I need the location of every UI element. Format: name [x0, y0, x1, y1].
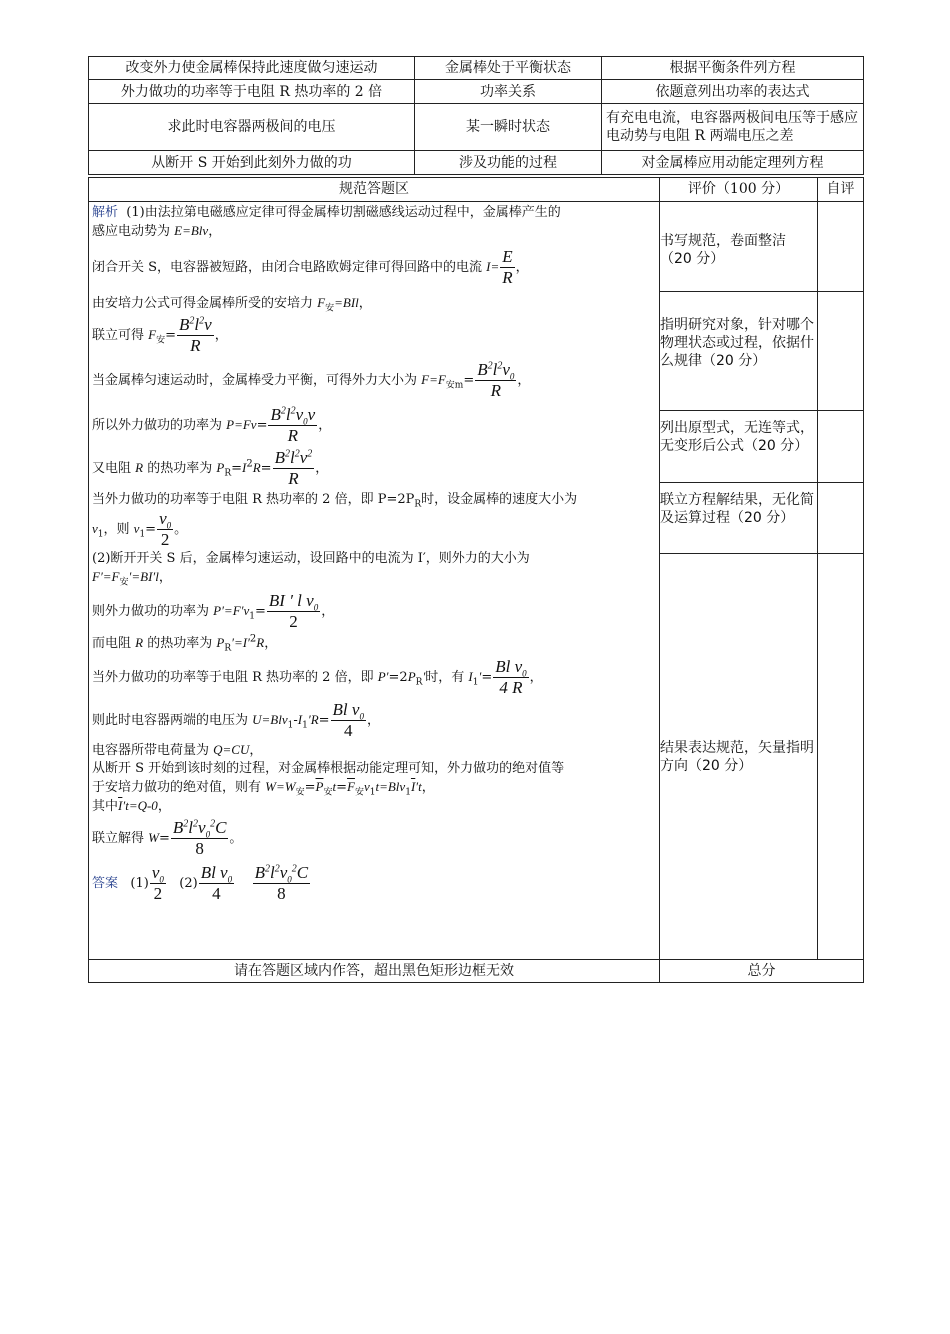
fraction: $\frac{B^2l^2v_0^2C}{8}$ [254, 863, 309, 903]
self-eval-header: 自评 [818, 178, 864, 202]
analysis-cell: 功率关系 [415, 80, 602, 104]
total-score-label: 总分 [660, 960, 864, 983]
solution-line: 联立可得 [92, 328, 149, 343]
solution-line: 时，设金属棒的速度大小为 [421, 492, 578, 507]
table-row [89, 104, 864, 151]
solution-line: 其中 [92, 799, 119, 814]
solution-line: 时，有 [425, 670, 469, 685]
punct: ， [249, 743, 263, 758]
analysis-cell: 改变外力使金属棒保持此速度做匀速运动 [89, 57, 415, 80]
analysis-cell: 对金属棒应用动能定理列方程 [602, 151, 864, 175]
solution-line: 由安培力公式可得金属棒所受的安培力 [92, 296, 318, 311]
solution-line: 的热功率为 [143, 461, 217, 476]
self-eval-cell[interactable] [818, 411, 864, 483]
solution-line: 从断开 S 开始到该时刻的过程，对金属棒根据动能定理可知，外力做功的绝对值等 [92, 761, 565, 776]
solution-line: 又电阻 [92, 461, 136, 476]
table-row [89, 80, 864, 104]
solution-line: (1)由法拉第电磁感应定律可得金属棒切割磁感线运动过程中，金属棒产生的 [126, 205, 561, 220]
formula: ′=BI′l [128, 569, 159, 584]
analysis-tag: 解析 [92, 205, 119, 220]
fraction: $\frac{v_0}{2}$ [159, 509, 172, 549]
analysis-cell: 依题意列出功率的表达式 [602, 80, 864, 104]
fraction: $\frac{B^2l^2v}{R}$ [179, 315, 212, 355]
solution-line: 当金属棒匀速运动时，金属棒受力平衡，可得外力大小为 [92, 373, 422, 388]
answer-table [88, 177, 864, 983]
analysis-cell: 某一瞬时状态 [415, 104, 602, 151]
answer-tag: 答案 [92, 876, 119, 891]
analysis-cell: 有充电电流，电容器两极间电压等于感应电动势与电阻 R 两端电压之差 [602, 104, 864, 151]
self-eval-cell[interactable] [818, 292, 864, 411]
solution-line: 电容器所带电荷量为 [92, 743, 214, 758]
punct: ， [208, 224, 222, 239]
formula: t=Q-0 [125, 798, 158, 813]
footer-note: 请在答题区域内作答，超出黑色矩形边框无效 [89, 960, 660, 983]
solution-line: 的热功率为 [143, 636, 217, 651]
fraction: $\frac{BI ' l v_0}{2}$ [268, 591, 319, 631]
analysis-cell: 金属棒处于平衡状态 [415, 57, 602, 80]
formula: F′=F [92, 569, 120, 584]
evaluation-item: 列出原型式，无连等式，无变形后公式（20 分） [660, 411, 818, 483]
fraction: $\frac{Bl v_0}{4 R}$ [495, 657, 527, 697]
fraction: $\frac{v_0}{2}$ [151, 863, 164, 903]
solution-line: 感应电动势为 [92, 224, 175, 239]
table-row [89, 57, 864, 80]
analysis-cell: 外力做功的功率等于电阻 R 热功率的 2 倍 [89, 80, 415, 104]
self-eval-cell[interactable] [818, 202, 864, 292]
analysis-cell: 涉及功能的过程 [415, 151, 602, 175]
table-row [89, 151, 864, 175]
solution-line: ，则 [103, 522, 134, 537]
evaluation-item: 结果表达规范，矢量指明方向（20 分） [660, 554, 818, 960]
evaluation-item: 指明研究对象，针对哪个物理状态或过程，依据什么规律（20 分） [660, 292, 818, 411]
solution-line: 则此时电容器两端的电压为 [92, 713, 253, 728]
solution-line: 则外力做功的功率为 [92, 604, 214, 619]
solution-cell [89, 202, 660, 960]
analysis-cell: 求此时电容器两极间的电压 [89, 104, 415, 151]
fraction: $\frac{E}{R}$ [502, 247, 513, 287]
formula: E=Blv [174, 223, 209, 238]
evaluation-item: 联立方程解结果，无化简及运算过程（20 分） [660, 483, 818, 554]
fraction: $\frac{Bl v_0}{4}$ [332, 700, 364, 740]
analysis-cell: 根据平衡条件列方程 [602, 57, 864, 80]
self-eval-cell[interactable] [818, 483, 864, 554]
solution-line: 闭合开关 S，电容器被短路，由闭合电路欧姆定律可得回路中的电流 [92, 260, 487, 275]
solution-line: 而电阻 [92, 636, 136, 651]
evaluation-header: 评价（100 分） [660, 178, 818, 202]
solution-body: 解析 (1)由法拉第电磁感应定律可得金属棒切割磁感线运动过程中，金属棒产生的 感应电动势为 E=Blv， 闭合开关 S，电容器被短路，由闭合电路欧姆定律可得回路中的电流 I= $\frac{E}{R}$ ， 由安培力公式可得金属棒所受的安培力 $F_安=BIl$， 联立可得 $F_安=$ $\frac{B^2l^2v}{R}$ ， 当金属棒匀速运动时，金属棒受力平衡，可得外力大小为 $F=F_{安m}=$ $\frac{B^2l^2v_0}{R}$ ， 所以外力做功的功率为 P=Fv= $\frac{B^2l^2v_0v}{R}$ ， 又电阻 R 的热功率为 $P_R=I^2R=$ $\frac{B^2l^2v^2}{R}$ ， 当外力做功的功率等于电阻 R 热功率的 2 倍，即 $P=2P_R$时，设金属棒的速度大小为 $v_1$，则 $v_1=$ $\frac{v_0}{2}$ 。 (2)断开开关 S 后，金属棒匀速运动，设回路中的电流为 I′，则外力的大小为 $F'=F_安'=BI'l$， 则外力做功的功率为 $P'=F'v_1=$ $\frac{BI ' l v_0}{2}$ ， 而电阻 R 的热功率为 $P_R'=I'^2R$， 当外力做功的功率等于电阻 R 热功率的 2 倍，即 $P'=2P_R'$时，有 $I_1'=$ $\frac{Bl v_0}{4 R}$ ， 则此时电容器两端的电压为 $U=Blv_1-I_1'R=$ $\frac{Bl v_0}{4}$ ， 电容器所带电荷量为 Q=CU， 从断开 S 开始到该时刻的过程，对金属棒根据动能定理可知，外力做功的绝对值等 于安培力做功的绝对值，则有 $W=W_安=\overline{P}_安t=\overline{F}_安v_1t=Blv_1\overline{I}'t$， 其中$\overline{I}'t=Q-0$， 联立解得 W= $\frac{B^2l^2v_0^2C}{8}$ 。 答案 (1) $\frac{v_0}{2}$ (2) $\frac{Bl v_0}{4}$ $\frac{B^2l^2v_0^2C}{8}$ [92, 205, 578, 903]
formula: =BIl [334, 295, 359, 310]
solution-line: 当外力做功的功率等于电阻 R 热功率的 2 倍，即 P=2P [92, 492, 415, 507]
fraction: $\frac{Bl v_0}{4}$ [200, 863, 233, 903]
fraction: $\frac{B^2l^2v_0v}{R}$ [270, 405, 316, 445]
solution-line: 所以外力做功的功率为 [92, 418, 227, 433]
self-eval-cell[interactable] [818, 554, 864, 960]
formula: I= [486, 259, 500, 274]
answer-area-header: 规范答题区 [89, 178, 660, 202]
analysis-cell: 从断开 S 开始到此刻外力做的功 [89, 151, 415, 175]
punct: ， [157, 799, 171, 814]
fraction: $\frac{B^2l^2v_0}{R}$ [477, 360, 515, 400]
solution-line: (2)断开开关 S 后，金属棒匀速运动，设回路中的电流为 I′，则外力的大小为 [92, 551, 530, 566]
solution-line: 于安培力做功的绝对值，则有 [92, 780, 266, 795]
fraction: $\frac{B^2l^2v_0^2C}{8}$ [172, 818, 227, 858]
solution-line: 联立解得 [92, 831, 149, 846]
formula: Q=CU [213, 742, 250, 757]
fraction: $\frac{B^2l^2v^2}{R}$ [274, 448, 313, 488]
punct: ， [158, 570, 172, 585]
evaluation-item: 书写规范，卷面整洁（20 分） [660, 202, 818, 292]
solution-line: 当外力做功的功率等于电阻 R 热功率的 2 倍，即 [92, 670, 378, 685]
analysis-table [88, 56, 864, 175]
